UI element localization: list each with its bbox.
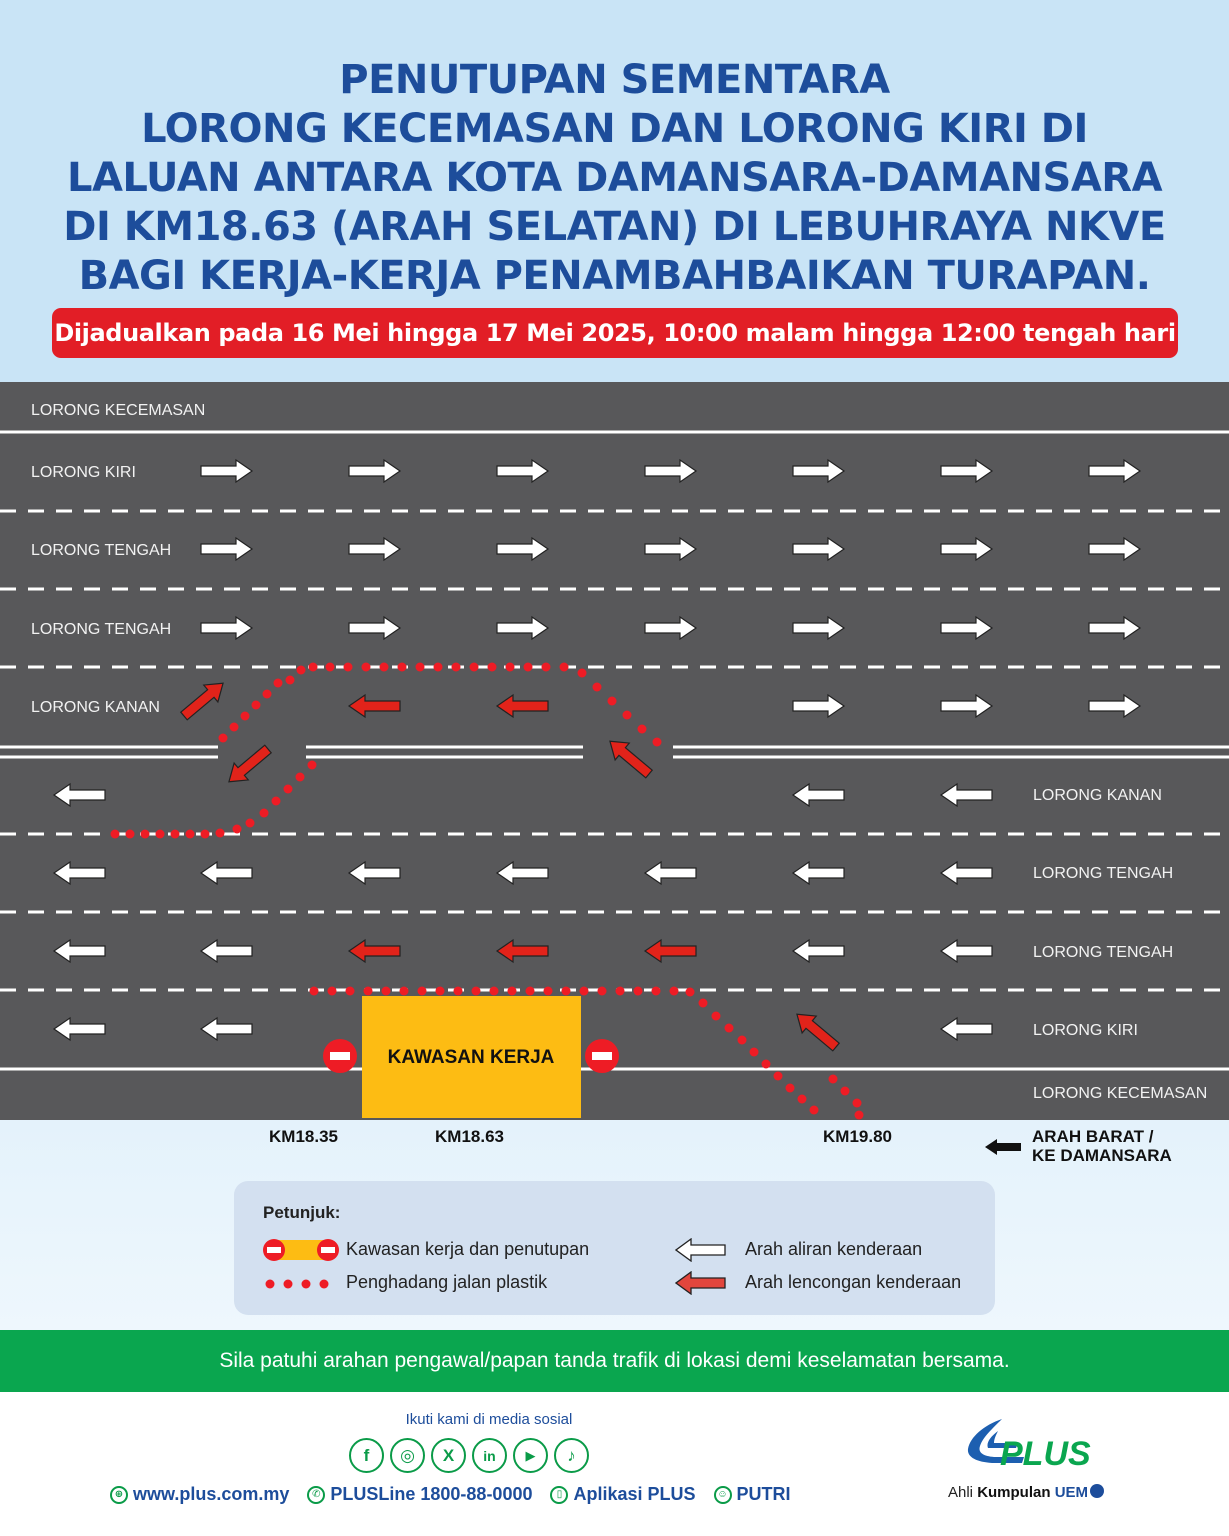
- title-line-5: BAGI KERJA-KERJA PENAMBAHBAIKAN TURAPAN.: [78, 253, 1151, 299]
- lane-label-bottom-kecemasan: LORONG KECEMASAN: [1033, 1085, 1208, 1102]
- title-line-2: LORONG KECEMASAN DAN LORONG KIRI DI: [141, 106, 1088, 152]
- lane-label-bottom-tengah-1: LORONG TENGAH: [1033, 865, 1174, 882]
- no-entry-sign-left: [323, 1039, 357, 1073]
- mobile-app-icon: ▯: [550, 1486, 568, 1504]
- direction-arrow-icon: [985, 1139, 1021, 1155]
- x-twitter-icon[interactable]: X: [431, 1438, 466, 1473]
- website-link[interactable]: ⊕ www.plus.com.my: [110, 1484, 289, 1505]
- putri-avatar-icon: ☺: [714, 1486, 732, 1504]
- title-line-4: DI KM18.63 (ARAH SELATAN) DI LEBUHRAYA NKVE: [63, 204, 1166, 250]
- safety-notice: Sila patuhi arahan pengawal/papan tanda trafik di lokasi demi keselamatan bersama.: [0, 1330, 1229, 1392]
- legend-label-detour: Arah lencongan kenderaan: [745, 1272, 962, 1292]
- instagram-icon[interactable]: ◎: [390, 1438, 425, 1473]
- no-entry-sign-right: [585, 1039, 619, 1073]
- globe-icon: ⊕: [110, 1486, 128, 1504]
- uem-globe-icon: [1090, 1484, 1104, 1498]
- tiktok-icon[interactable]: ♪: [554, 1438, 589, 1473]
- title-line-3: LALUAN ANTARA KOTA DAMANSARA-DAMANSARA: [66, 155, 1163, 201]
- work-zone: [362, 996, 581, 1118]
- putri-link[interactable]: ☺ PUTRI: [714, 1484, 791, 1505]
- social-label: Ikuti kami di media sosial: [405, 1411, 573, 1428]
- red-arrow-icon: [675, 1271, 727, 1295]
- direction-label: ARAH BARAT / KE DAMANSARA: [1032, 1127, 1172, 1165]
- legend-title: Petunjuk:: [263, 1203, 341, 1222]
- schedule-badge: Dijadualkan pada 16 Mei hingga 17 Mei 2025, 10:00 malam hingga 12:00 tengah hari: [52, 308, 1178, 358]
- lane-label-top-tengah-2: LORONG TENGAH: [31, 621, 172, 638]
- contact-links: [110, 1484, 791, 1505]
- lane-label-top-kanan: LORONG KANAN: [31, 699, 160, 716]
- legend-label-traffic-flow: Arah aliran kenderaan: [745, 1239, 923, 1259]
- work-zone-closure-icon: [262, 1238, 342, 1262]
- header-banner: [0, 0, 1229, 382]
- work-zone-label: KAWASAN KERJA: [387, 1047, 555, 1068]
- facebook-icon[interactable]: f: [349, 1438, 384, 1473]
- km-marker-18-63: KM18.63: [435, 1127, 504, 1146]
- km-marker-19-80: KM19.80: [823, 1127, 892, 1146]
- app-link[interactable]: ▯ Aplikasi PLUS: [550, 1484, 695, 1505]
- page-title: [0, 56, 1229, 301]
- uem-group-label: Ahli Kumpulan UEM: [948, 1484, 1104, 1501]
- plusline-link[interactable]: ✆ PLUSLine 1800-88-0000: [307, 1484, 532, 1505]
- youtube-icon[interactable]: ▶: [513, 1438, 548, 1473]
- white-arrow-icon: [675, 1238, 727, 1262]
- road-diagram: [0, 382, 1229, 1120]
- plus-logo: [962, 1415, 1102, 1475]
- lane-label-top-kecemasan: LORONG KECEMASAN: [31, 402, 206, 419]
- social-links: [349, 1438, 589, 1473]
- legend-label-work-zone: Kawasan kerja dan penutupan: [346, 1239, 590, 1259]
- km-marker-18-35: KM18.35: [269, 1127, 338, 1146]
- legend-label-barrier: Penghadang jalan plastik: [346, 1272, 548, 1292]
- title-line-1: PENUTUPAN SEMENTARA: [339, 57, 890, 103]
- lane-label-top-kiri: LORONG KIRI: [31, 464, 136, 481]
- lane-label-bottom-kanan: LORONG KANAN: [1033, 787, 1162, 804]
- legend-panel: [234, 1181, 995, 1315]
- lane-label-top-tengah-1: LORONG TENGAH: [31, 542, 172, 559]
- lane-label-bottom-kiri: LORONG KIRI: [1033, 1022, 1138, 1039]
- lane-label-bottom-tengah-2: LORONG TENGAH: [1033, 944, 1174, 961]
- plus-logo-text: PLUS: [1000, 1435, 1091, 1473]
- linkedin-icon[interactable]: in: [472, 1438, 507, 1473]
- plastic-barrier-dots-icon: [264, 1277, 334, 1291]
- phone-chat-icon: ✆: [307, 1486, 325, 1504]
